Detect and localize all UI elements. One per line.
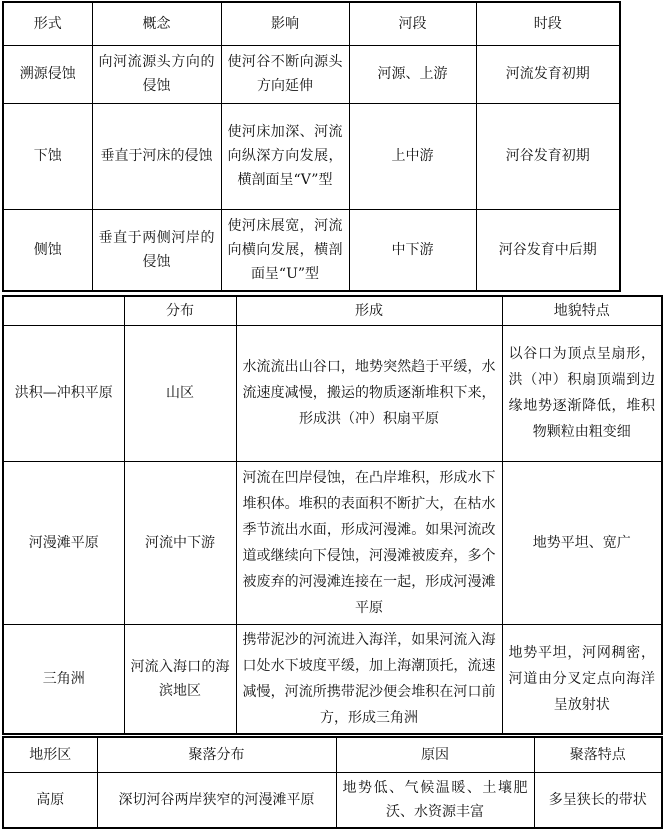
plain-distribution-cell: 山区 — [124, 325, 236, 461]
plain-header-blank — [3, 296, 124, 325]
plain-formation-cell: 携带泥沙的河流进入海洋，如果河流入海口处水下坡度平缓，加上海潮顶托，流速减慢，河流所携带泥沙便会堆积在河口前方，形成三角洲 — [236, 624, 502, 734]
settlement-reason-cell: 地势低、气候温暖、土壤肥沃、水资源丰富 — [336, 772, 534, 828]
plain-features-cell: 以谷口为顶点呈扇形，洪（冲）积扇顶端到边缘地势逐渐降低，堆积物颗粒由粗变细 — [502, 325, 662, 461]
settlement-header-row — [3, 737, 662, 772]
erosion-section-cell: 河源、上游 — [349, 45, 476, 103]
plain-features-cell: 地势平坦，河网稠密，河道由分叉定点向海洋呈放射状 — [502, 624, 662, 734]
erosion-section-cell: 中下游 — [349, 209, 476, 291]
settlement-feature-cell: 多呈狭长的带状 — [534, 772, 662, 828]
plain-header-features: 地貌特点 — [502, 296, 662, 325]
plain-header-formation: 形成 — [236, 296, 502, 325]
erosion-period-cell: 河流发育初期 — [476, 45, 620, 103]
plain-name-cell: 三角洲 — [3, 624, 124, 734]
erosion-header-row — [3, 2, 620, 45]
settlement-header-region: 地形区 — [3, 737, 97, 772]
plain-formation-cell: 水流流出山谷口，地势突然趋于平缓，水流速度减慢，搬运的物质逐渐堆积下来，形成洪（冲）积扇平原 — [236, 325, 502, 461]
table-row — [3, 45, 620, 103]
erosion-header-form: 形式 — [3, 2, 92, 45]
plain-distribution-cell: 河流中下游 — [124, 461, 236, 624]
erosion-form-cell: 下蚀 — [3, 103, 92, 209]
settlement-header-distribution: 聚落分布 — [97, 737, 336, 772]
settlement-header-reason: 原因 — [336, 737, 534, 772]
erosion-period-cell: 河谷发育初期 — [476, 103, 620, 209]
erosion-form-cell: 溯源侵蚀 — [3, 45, 92, 103]
erosion-table — [2, 1, 621, 292]
table-row — [3, 325, 662, 461]
plain-formation-cell: 河流在凹岸侵蚀，在凸岸堆积，形成水下堆积体。堆积的表面积不断扩大，在枯水季节流出水面，形成河漫滩。如果河流改道或继续向下侵蚀，河漫滩被废弃，多个被废弃的河漫滩连接在一起，形成河漫滩平原 — [236, 461, 502, 624]
table-row — [3, 209, 620, 291]
erosion-form-cell: 侧蚀 — [3, 209, 92, 291]
settlement-region-cell: 高原 — [3, 772, 97, 828]
erosion-header-concept: 概念 — [92, 2, 221, 45]
erosion-header-impact: 影响 — [221, 2, 349, 45]
table-row — [3, 624, 662, 734]
plain-table — [2, 295, 663, 735]
erosion-concept-cell: 垂直于河床的侵蚀 — [92, 103, 221, 209]
erosion-impact-cell: 使河床加深、河流向纵深方向发展，横剖面呈“V”型 — [221, 103, 349, 209]
table-row — [3, 772, 662, 828]
erosion-header-section: 河段 — [349, 2, 476, 45]
erosion-header-period: 时段 — [476, 2, 620, 45]
plain-name-cell: 河漫滩平原 — [3, 461, 124, 624]
table-row — [3, 103, 620, 209]
plain-name-cell: 洪积—冲积平原 — [3, 325, 124, 461]
table-row — [3, 461, 662, 624]
erosion-concept-cell: 向河流源头方向的侵蚀 — [92, 45, 221, 103]
settlement-distribution-cell: 深切河谷两岸狭窄的河漫滩平原 — [97, 772, 336, 828]
settlement-table — [2, 736, 663, 829]
plain-features-cell: 地势平坦、宽广 — [502, 461, 662, 624]
settlement-header-feature: 聚落特点 — [534, 737, 662, 772]
plain-distribution-cell: 河流入海口的海滨地区 — [124, 624, 236, 734]
erosion-concept-cell: 垂直于两侧河岸的侵蚀 — [92, 209, 221, 291]
erosion-period-cell: 河谷发育中后期 — [476, 209, 620, 291]
plain-header-row — [3, 296, 662, 325]
plain-header-distribution: 分布 — [124, 296, 236, 325]
erosion-section-cell: 上中游 — [349, 103, 476, 209]
erosion-impact-cell: 使河床展宽，河流向横向发展，横剖面呈“U”型 — [221, 209, 349, 291]
erosion-impact-cell: 使河谷不断向源头方向延伸 — [221, 45, 349, 103]
